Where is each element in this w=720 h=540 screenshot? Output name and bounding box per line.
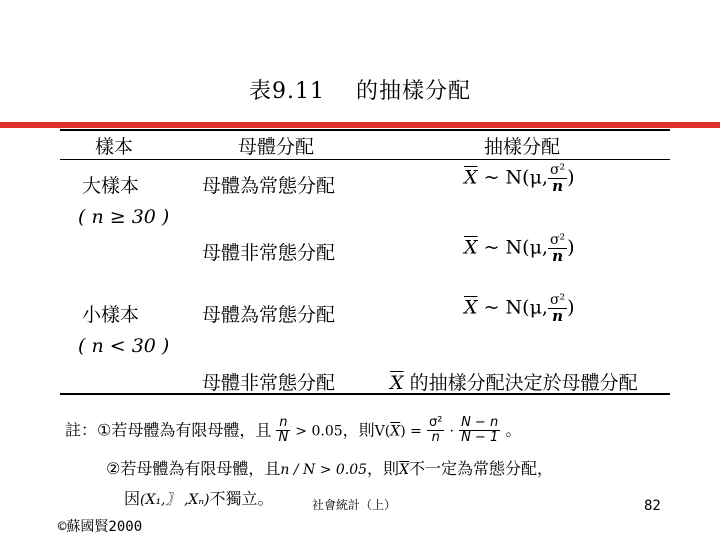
page-title: 表9.11 的抽樣分配: [249, 79, 471, 104]
table-header-rule: [60, 159, 670, 160]
note-line-3: 因(X₁,〗 ,Xₙ)不獨立。: [124, 489, 274, 508]
group-large-condition: ( n ≥ 30 ): [78, 206, 170, 228]
population-row-4: 母體非常態分配: [202, 372, 336, 394]
population-row-3: 母體為常態分配: [202, 304, 336, 326]
population-row-1: 母體為常態分配: [202, 175, 336, 197]
table-top-rule: [60, 129, 670, 131]
group-small-sample: 小樣本: [82, 304, 140, 326]
sampling-dist-row-1: $\overline{X}$ ~ N(μ, $\frac{\text{σ²}}{n}$ ): [464, 162, 575, 195]
sampling-dist-row-3: $\overline{X}$ ~ N(μ, $\frac{\text{σ²}}{n}$ ): [464, 292, 575, 325]
sampling-dist-row-4: $\overline{X}$ 的抽樣分配決定於母體分配: [390, 372, 638, 394]
header-sampling: 抽樣分配: [484, 136, 561, 158]
group-small-condition: ( n < 30 ): [78, 335, 170, 357]
footer-course: 社會統計（上）: [312, 498, 397, 512]
sampling-dist-row-2: $\overline{X}$ ~ N(μ, $\frac{\text{σ²}}{n}$ ): [464, 232, 575, 265]
note-line-1: 註：①若母體為有限母體，且 $\frac{n}{N}$ > 0.05，則$V(\overline{X})$ = $\frac{\text{σ²}}{n}$ · $\frac{N - n}{N - 1}$ 。: [65, 415, 522, 446]
note-line-2: ②若母體為有限母體，且n / N > 0.05，則$\overline{X}$不一定為常態分配，: [106, 459, 554, 478]
header-population: 母體分配: [238, 136, 315, 158]
group-large-sample: 大樣本: [82, 175, 140, 197]
footer-author: ©蘇國賢2000: [58, 519, 143, 535]
title-divider: [0, 122, 720, 128]
footer-page-number: 82: [644, 498, 661, 514]
population-row-2: 母體非常態分配: [202, 242, 336, 264]
header-sample: 樣本: [95, 136, 134, 158]
